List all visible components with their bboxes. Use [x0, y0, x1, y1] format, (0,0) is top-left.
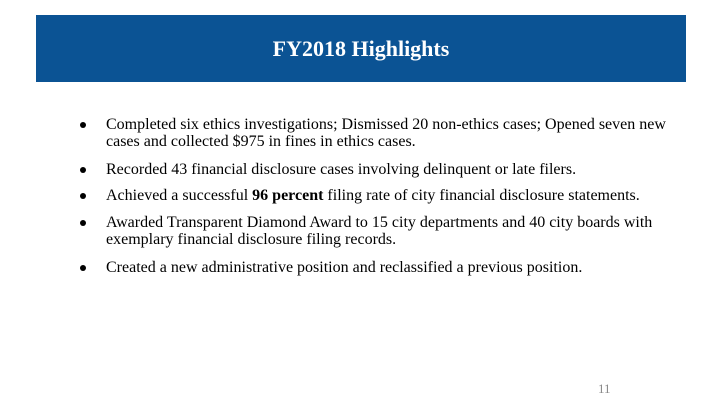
bullet-text: Created a new administrative position and reclassified a previous position. [106, 259, 583, 276]
bullet-item [78, 259, 678, 276]
bullet-dot-icon [80, 167, 86, 173]
bullet-text-before: Achieved a successful [106, 187, 253, 204]
bullet-emphasis: 96 percent [252, 187, 324, 204]
bullet-text: Recorded 43 financial disclosure cases involving delinquent or late filers. [106, 161, 577, 178]
bullet-item [78, 116, 678, 150]
bullet-dot-icon [80, 193, 86, 199]
bullet-list [78, 116, 678, 287]
bullet-text: Completed six ethics investigations; Dismissed 20 non-ethics cases; Opened seven new cases and collected $975 in fines in ethics cases. [106, 116, 666, 150]
bullet-dot-icon [80, 220, 86, 226]
page-number: 11 [598, 381, 611, 396]
slide-title: FY2018 Highlights [272, 35, 450, 61]
bullet-dot-icon [80, 122, 86, 128]
bullet-item [78, 187, 678, 204]
bullet-dot-icon [80, 265, 86, 271]
title-banner [36, 15, 686, 82]
bullet-text: Awarded Transparent Diamond Award to 15 city departments and 40 city boards with exemplary financial disclosure filing records. [106, 214, 653, 248]
bullet-text-after: filing rate of city financial disclosure statements. [323, 187, 640, 204]
bullet-item [78, 161, 678, 178]
bullet-item [78, 214, 678, 248]
